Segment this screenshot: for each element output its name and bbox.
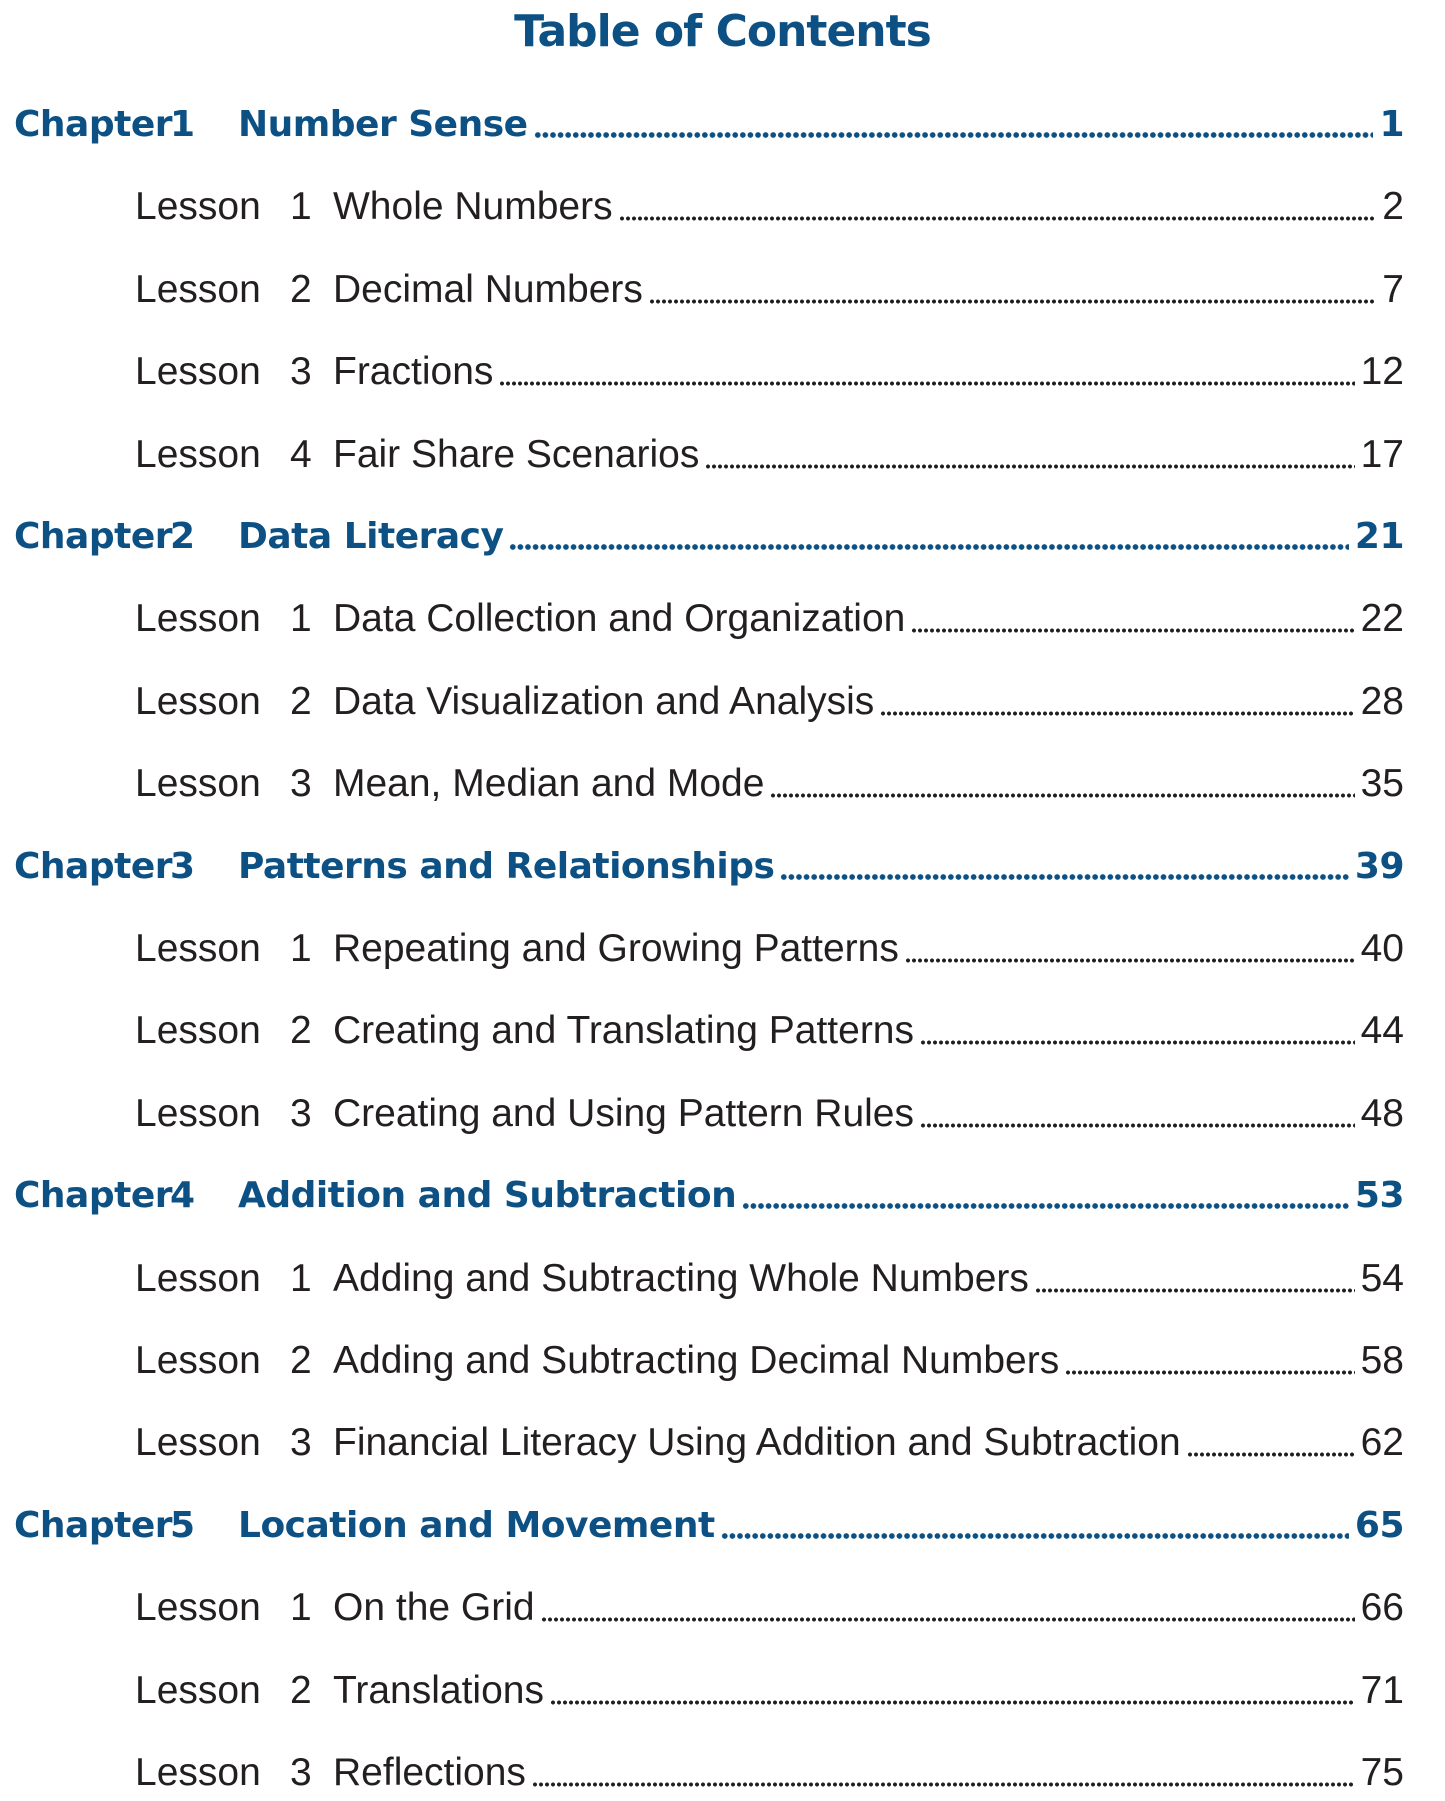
lesson-label: Lesson: [135, 1668, 261, 1712]
page-number: 62: [1360, 1421, 1404, 1465]
lesson-number: 4: [290, 432, 312, 476]
page-number: 66: [1360, 1586, 1404, 1630]
lesson-label: Lesson: [135, 1586, 261, 1630]
dot-leader: [499, 381, 1355, 386]
page-number: 54: [1360, 1256, 1404, 1300]
page-number: 7: [1382, 267, 1404, 311]
lesson-number: 2: [290, 1668, 312, 1712]
toc-lesson-entry[interactable]: [0, 588, 1445, 641]
toc-lesson-entry[interactable]: [0, 1083, 1445, 1133]
dot-leader: [742, 1203, 1349, 1209]
chapter-label: Chapter: [14, 845, 172, 887]
lesson-number: 3: [290, 762, 312, 806]
dot-leader: [880, 711, 1355, 716]
lesson-label: Lesson: [135, 679, 261, 723]
page-number: 75: [1360, 1751, 1404, 1794]
dot-leader: [619, 216, 1376, 221]
lesson-number: 2: [290, 1009, 312, 1053]
dot-leader: [1035, 1288, 1355, 1293]
lesson-number: 3: [290, 1751, 312, 1794]
lesson-label: Lesson: [135, 1091, 261, 1135]
lesson-label: Lesson: [135, 1751, 261, 1794]
dot-leader: [705, 464, 1355, 469]
lesson-title: Fractions: [333, 350, 494, 394]
toc-lesson-entry[interactable]: [0, 424, 1445, 474]
toc-lesson-entry[interactable]: [0, 259, 1445, 309]
chapter-number: 1: [170, 104, 195, 145]
lesson-label: Lesson: [135, 185, 261, 229]
page-number: 2: [1382, 185, 1404, 229]
toc-lesson-entry[interactable]: [0, 671, 1445, 721]
lesson-title: Repeating and Growing Patterns: [333, 927, 899, 970]
lesson-label: Lesson: [135, 432, 261, 476]
page-number: 44: [1360, 1009, 1404, 1053]
lesson-number: 2: [290, 1339, 312, 1382]
lesson-title: Adding and Subtracting Decimal Numbers: [333, 1339, 1060, 1382]
lesson-label: Lesson: [135, 1339, 261, 1382]
chapter-label: Chapter: [14, 516, 172, 557]
toc-lesson-entry[interactable]: [0, 1330, 1445, 1380]
toc-lesson-entry[interactable]: [0, 753, 1445, 806]
page-number: 1: [1379, 104, 1404, 145]
dot-leader: [550, 1700, 1355, 1705]
dot-leader: [541, 1617, 1355, 1622]
chapter-number: 2: [170, 516, 195, 557]
toc-lesson-entry[interactable]: [0, 1660, 1445, 1710]
lesson-label: Lesson: [135, 597, 261, 641]
chapter-number: 5: [170, 1504, 195, 1546]
lesson-number: 1: [290, 927, 312, 970]
lesson-title: Translations: [333, 1668, 544, 1712]
page-number: 21: [1354, 516, 1404, 557]
toc-lesson-entry[interactable]: [0, 176, 1445, 229]
page-number: 48: [1360, 1091, 1404, 1135]
page-number: 35: [1360, 762, 1404, 806]
chapter-title: Addition and Subtraction: [238, 1175, 737, 1217]
page-number: 40: [1360, 927, 1404, 970]
lesson-title: Fair Share Scenarios: [333, 432, 700, 476]
page-number: 12: [1360, 350, 1404, 394]
chapter-label: Chapter: [14, 104, 172, 145]
chapter-title: Patterns and Relationships: [238, 845, 775, 887]
toc-chapter-entry[interactable]: [0, 505, 1445, 555]
page-number: 17: [1360, 432, 1404, 476]
dot-leader: [905, 958, 1355, 963]
toc-chapter-entry[interactable]: [0, 1164, 1445, 1217]
lesson-title: Reflections: [333, 1751, 526, 1794]
lesson-number: 1: [290, 1586, 312, 1630]
lesson-title: Data Collection and Organization: [333, 597, 906, 641]
chapter-label: Chapter: [14, 1175, 172, 1217]
lesson-number: 2: [290, 267, 312, 311]
lesson-label: Lesson: [135, 350, 261, 394]
lesson-title: Financial Literacy Using Addition and Subtraction: [333, 1421, 1181, 1465]
lesson-title: Creating and Using Pattern Rules: [333, 1091, 914, 1135]
lesson-label: Lesson: [135, 1421, 261, 1465]
dot-leader: [721, 1533, 1349, 1539]
page-number: 71: [1360, 1668, 1404, 1712]
toc-lesson-entry[interactable]: [0, 1248, 1445, 1298]
lesson-label: Lesson: [135, 1009, 261, 1053]
toc-lesson-entry[interactable]: [0, 1577, 1445, 1630]
lesson-label: Lesson: [135, 762, 261, 806]
page-number: 39: [1354, 845, 1404, 887]
page-number: 65: [1354, 1504, 1404, 1546]
chapter-number: 4: [170, 1175, 195, 1217]
lesson-number: 1: [290, 1256, 312, 1300]
lesson-number: 3: [290, 1421, 312, 1465]
lesson-title: Data Visualization and Analysis: [333, 679, 875, 723]
toc-lesson-entry[interactable]: [0, 341, 1445, 394]
page-title: Table of Contents: [514, 6, 931, 57]
lesson-number: 1: [290, 597, 312, 641]
dot-leader: [532, 1782, 1355, 1787]
dot-leader: [920, 1123, 1355, 1128]
lesson-number: 2: [290, 679, 312, 723]
dot-leader: [1187, 1452, 1355, 1457]
dot-leader: [920, 1040, 1355, 1045]
dot-leader: [534, 132, 1373, 138]
lesson-title: Decimal Numbers: [333, 267, 643, 311]
lesson-title: Mean, Median and Mode: [333, 762, 765, 806]
dot-leader: [911, 628, 1355, 633]
dot-leader: [1065, 1370, 1355, 1375]
toc-lesson-entry[interactable]: [0, 918, 1445, 968]
chapter-title: Data Literacy: [238, 516, 504, 557]
chapter-number: 3: [170, 845, 195, 887]
lesson-number: 1: [290, 185, 312, 229]
lesson-number: 3: [290, 1091, 312, 1135]
dot-leader: [780, 874, 1349, 880]
page-number: 22: [1360, 597, 1404, 641]
lesson-number: 3: [290, 350, 312, 394]
page-number: 28: [1360, 679, 1404, 723]
lesson-title: On the Grid: [333, 1586, 535, 1630]
lesson-title: Creating and Translating Patterns: [333, 1009, 915, 1053]
dot-leader: [509, 544, 1349, 550]
lesson-label: Lesson: [135, 267, 261, 311]
page-number: 58: [1360, 1339, 1404, 1382]
lesson-title: Adding and Subtracting Whole Numbers: [333, 1256, 1029, 1300]
dot-leader: [649, 299, 1376, 304]
lesson-label: Lesson: [135, 927, 261, 970]
chapter-title: Location and Movement: [238, 1504, 715, 1546]
toc-lesson-entry[interactable]: [0, 1000, 1445, 1053]
chapter-title: Number Sense: [238, 104, 528, 145]
lesson-title: Whole Numbers: [333, 185, 613, 229]
toc-lesson-entry[interactable]: [0, 1742, 1445, 1792]
toc-chapter-entry[interactable]: [0, 93, 1445, 143]
toc-lesson-entry[interactable]: [0, 1412, 1445, 1465]
toc-chapter-entry[interactable]: [0, 835, 1445, 885]
lesson-label: Lesson: [135, 1256, 261, 1300]
toc-chapter-entry[interactable]: [0, 1494, 1445, 1544]
page-number: 53: [1354, 1175, 1404, 1217]
dot-leader: [770, 793, 1355, 798]
chapter-label: Chapter: [14, 1504, 172, 1546]
